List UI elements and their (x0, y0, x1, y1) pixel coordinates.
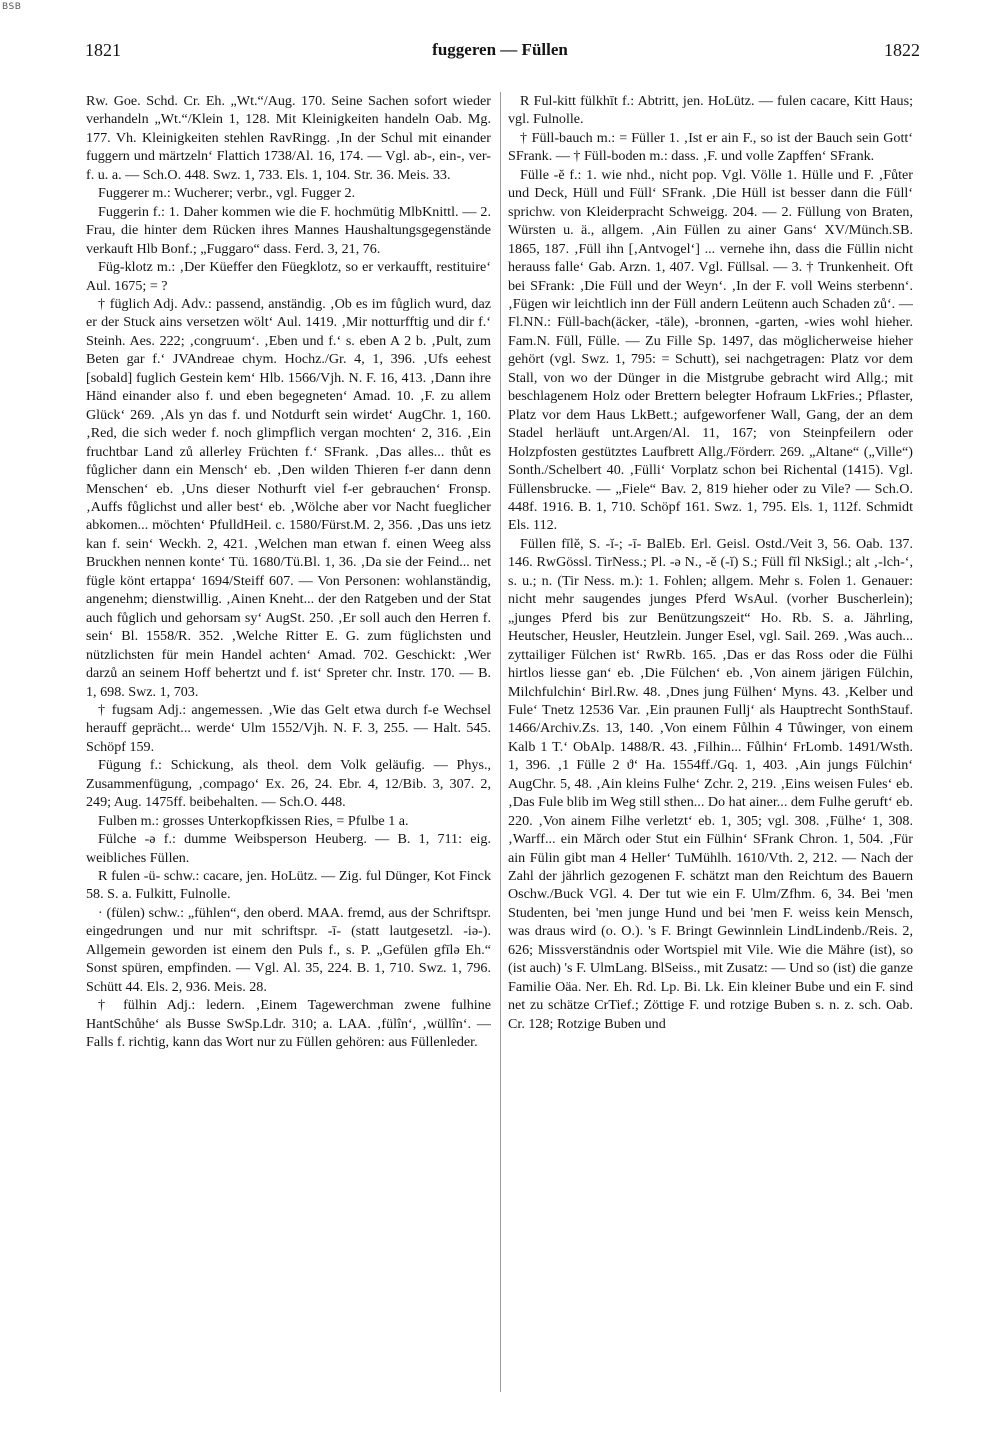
entry-fuelle: Fülle -ĕ f.: 1. wie nhd., nicht pop. Vgl. Völle 1. Hülle und F. ‚Fůter und Deck, Hüll und Füll‘ SFrank. ‚Die Hüll ist besser dann die Füll‘ sprichw. von Kleiderpracht Schweigg. 204. — 2. Füllung von Braten, Würsten u. ä., allgem. ‚Ain Füllen zu ainer Gans‘ XV/Münch.SB. 1865, 187. ‚Füll ihn [‚Antvogel‘] ... vernehe ihn, dass die Füllin nicht herauss falle‘ Gab. Arzn. 1, 407. Vgl. Füllsal. — 3. † Trunkenheit. Oft bei SFrank: ‚Die Füll und der Weyn‘. ‚In der F. voll Weins sterbenn‘. ‚Fügen wir leichtlich inn der Füll andern Leütenn auch Schaden zů‘. — Fl.NN.: Füll-bach(äcker, -täle), -bronnen, -garten, -wies wohl hieher. Fam.N. Füll, Fülle. — Zu Fille Sp. 1497, das möglicherweise hieher gehört (vgl. Swz. 1, 795: = Schutt), sei nachgetragen: Platz vor dem Stall, von wo der Dünger in die Mistgrube gebracht wird Allg.; mit beschlagenem Holz oder Brettern belegter Hofraum LkFries.; Pflaster, Platz vor dem Haus LkBett.; aufgeworfener Wall, Gang, der an dem Stadel herläuft unt.Argen/Al. 11, 167; von Steinpfeilern oder Holzpfosten gestütztes Laufbrett Allg./Förderr. 269. „Altane“ („Ville“) Sonth./Schelbert 40. ‚Fülli‘ Vorplatz schon bei Richental (1415). Vgl. Füllensbrucke. — „Fiele“ Bav. 2, 819 hieher oder zu Vile? — Sch.O. 448f. 1916. B. 1, 710. Schöpf 161. Swz. 1, 795. Els. 1, 112f. Schmidt Els. 112. (508, 166, 913, 534)
entry-fuggerer: Fuggerer m.: Wucherer; verbr., vgl. Fugger 2. (98, 185, 356, 202)
page-number-right: 1822 (884, 40, 920, 60)
entry-fulen: R fulen -ü- schw.: cacare, jen. HoLütz. — Zig. ful Dünger, Kot Finck 58. S. a. Fulkitt, Fulnolle. (86, 868, 491, 903)
entry-fulben: Fulben m.: grosses Unterkopfkissen Ries, = Pfulbe 1 a. (98, 812, 409, 829)
entry-fuelche: Fülche -ə f.: dumme Weibsperson Heuberg. — B. 1, 711: eig. weibliches Füllen. (86, 831, 491, 866)
entry-fuellen: Füllen fīlĕ, S. -ĭ-; -ī- BalEb. Erl. Geisl. Ostd./Veit 3, 56. Oab. 137. 146. RwGössl. TirNess.; Pl. -ə N., -ĕ (-ĭ) S.; Füll fīl NkSigl.; alt ‚-lch-‘, s. u.; n. (Tir Ness. m.): 1. Fohlen; allgem. Mehr s. Folen 1. Genauer: nicht mehr saugendes junges Pferd WsAul. (vorher Buscherlein); „junges Pferd bis zur Benützungszeit“ Ho. Rb. S. a. Jährling, Heutscher, Heusler, Heutzlein. Junger Esel, vgl. Sail. 269. ‚Was auch... zyttailiger Fülchen ist‘ RwRb. 165. ‚Das er das Ross oder die Fülhi hirtlos liesse gan‘ eb. ‚Die Fülchen‘ eb. ‚Von ainem järigen Fülchin, Milchfulchin‘ Birl.Rw. 48. ‚Dnes jung Fülhen‘ Myns. 43. ‚Kelber und Fule‘ Tnetz 12536 Var. ‚Ein praunen Fullj‘ als Hauptrecht SonthStauf. 1466/Archiv.Zs. 13, 140. ‚Von einem Fůlhin 4 Tůwinger, von einem Kalb 1 T.‘ ObAlp. 1488/R. 43. ‚Filhin... Fůlhin‘ FrLomb. 1491/Wsth. 1, 396. ‚1 Fülle 2 ϑ‘ Ha. 1554ff./Gq. 1, 403. ‚Ain jungs Fülchin‘ AugChr. 5, 48. ‚Ain kleins Fulhe‘ Zchr. 2, 219. ‚Eins weisen Fules‘ eb. ‚Das Fule blib im Weg still sthen... Do hat ainer... dem Fulhe geruft‘ eb. 220. ‚Von ainem Filhe verletzt‘ eb. 1, 305; vgl. 308. ‚Fülhe‘ 1, 308. ‚Warff... ein Mărch oder Stut ein Fülhin‘ SFrank Chron. 1, 504. ‚Für ain Fülin gibt man 4 Heller‘ TuMühlh. 1610/Vth. 2, 212. — Nach der Zahl der jährlich gezogenen F. schätzt man den Reichtum des Bauern Oschw./Buck VGl. 4. Der tut wie ein F. Ulm/Zfhm. 6, 34. Bei 'men Studenten, bei 'men junge Hund und bei 'men F. weiss kein Mensch, was draus wird (o. O.). 's F. Bringt Gewinnlein LindLindenb./Reis. 2, 626; Missverständnis oder Wortspiel mit Vile. Wie die Mähre (ist), so (ist auch) 's F. UlmLang. BlSeiss., mit Zusatz: — Und so (ist) die ganze Familie Oäa. Ner. Eh. Rd. Lp. Bi. Lk. Ein kleiner Bube und ein F. sind net zu schätze CrTief.; Zöttige F. und rotzige Buben s. n. z. sch. Oab. Cr. 128; Rotzige Buben und (508, 535, 913, 1032)
left-column (86, 92, 491, 1402)
entry-fuegung: Fügung f.: Schickung, als theol. dem Volk geläufig. — Phys., Zusammenfügung, ‚compago‘ Ex. 26, 24. Ebr. 4, 12/Bib. 3, 307. 2, 249; Aug. 1475ff. beibehalten. — Sch.O. 448. (86, 757, 491, 811)
entry-fuell-bauch: † Füll-bauch m.: = Füller 1. ‚Ist er ain F., so ist der Bauch sein Gott‘ SFrank. — † Füll-boden m.: dass. ‚F. und volle Zapffen‘ SFrank. (508, 129, 913, 165)
entry-fueglich: † füglich Adj. Adv.: passend, anständig. ‚Ob es im fůglich wurd, daz er der Stuck ains versetzen wölt‘ Aul. 1419. ‚Mir notturfftig und dir f.‘ Steinh. Aes. 222; ‚congruum‘. ‚Eben und f.‘ s. eben A 2 b. ‚Pult, zum Beten gar f.‘ JVAndreae chym. Hochz./Gr. 4, 1, 396. ‚Ufs eehest [sobald] fuglich Gestein kem‘ Hlb. 1566/Vjh. N. F. 16, 413. ‚Dann ihre Händ einander also f. und eben begegneten‘ Amad. 10. ‚F. zu allem Glück‘ 269. ‚Als yn das f. und Notdurft sein wirdet‘ AugChr. 1, 160. ‚Red, die sich weder f. noch glimpflich vergan mochten‘ 2, 316. ‚Ein fruchtbar Land zů allerley Früchten f.‘ SFrank. ‚Das alles... thůt es fůglicher dann ein Mensch‘ eb. ‚Den wilden Thieren f-er dann denn Menschen‘ eb. ‚Uns dieser Nothurft viel f-er gebrauchen‘ Fronsp. ‚Auffs fůglichst und aller best‘ eb. ‚Wölche aber vor Nacht fueglicher abkomen... möchten‘ PfulldHeil. c. 1580/Fürst.M. 2, 356. ‚Das uns ietz kan f. sein‘ Weckh. 2, 421. ‚Welchen man etwan f. einen Weeg alss Bruckhen nennen konte‘ Tü. 1680/Tü.Bl. 1, 36. ‚Da sie der Feind... net fügle könt ertappa‘ 1694/Steiff 607. — Von Personen: wohlanständig, angenehm; dienstwillig. ‚Ainen Kneht... der den Ratgeben und der Stat auch fůglich und gehorsam sy‘ AugSt. 250. ‚Er soll auch den Herren f. sein‘ Bl. 1558/R. 352. ‚Welche Ritter E. G. zum füglichsten und nützlichsten für mein Handel achten‘ Amad. 702. Geschickt: ‚Wer darzů an seinem Hoff behertzt und f. ist‘ Spreter chr. Instr. 170. — B. 1, 698. Swz. 1, 703. (86, 295, 491, 700)
entry-fugsam: † fugsam Adj.: angemessen. ‚Wie das Gelt etwa durch f-e Wechsel herauff geprächt... werde‘ Ulm 1552/Vjh. N. F. 3, 255. — Halt. 545. Schöpf 159. (86, 701, 491, 755)
library-stamp: BSB (2, 2, 22, 12)
entry-fueg-klotz: Füg-klotz m.: ‚Der Küeffer den Füegklotz, so er verkaufft, restituire‘ Aul. 1675; = ? (86, 259, 491, 294)
entry-fuelhin: † fülhin Adj.: ledern. ‚Einem Tagewerchman zwene fulhine HantSchůhe‘ als Busse SwSp.Ldr. 310; a. LAA. ‚fülîn‘, ‚wüllîn‘. — Falls f. richtig, kann das Wort nur zu Füllen gehören: aus Füllenleder. (86, 997, 491, 1051)
running-header (0, 40, 1000, 68)
right-column (508, 92, 913, 1402)
column-divider (500, 92, 501, 1392)
entry-fuggerin: Fuggerin f.: 1. Daher kommen wie die F. hochmütig MlbKnittl. — 2. Frau, die hinter dem Rücken ihres Mannes Haushaltungsgegenstände verkauft Hlb Bonf.; „Fuggaro“ dass. Ferd. 3, 21, 76. (86, 203, 491, 257)
entry-fuelen: · (fülen) schw.: „fühlen“, den oberd. MAA. fremd, aus der Schriftspr. eingedrungen und nur mit schriftspr. -ī- (statt lautgesetzl. -iə-). Allgemein geworden ist einem den Puls f., s. P. „Gefülen gfīlə Eh.“ Sonst spüren, empfinden. — Vgl. Al. 35, 224. B. 1, 710. Swz. 1, 796. Schütt 44. Els. 2, 936. Meis. 28. (86, 904, 491, 995)
running-title: fuggeren — Füllen (432, 40, 568, 59)
entry-continuation: Rw. Goe. Schd. Cr. Eh. „Wt.“/Aug. 170. Seine Sachen sofort wieder verhandeln „Wt.“/Klein 1, 128. Mit Kleinigkeiten handeln Oab. Mg. 177. Vh. Kleinigkeiten stehlen RavRingg. ‚In der Schul mit einander fuggern und märtzeln‘ Flattich 1738/Al. 16, 174. — Vgl. ab-, ein-, ver-f. u. a. — Sch.O. 448. Swz. 1, 733. Els. 1, 104. Str. 36. Meis. 33. (86, 93, 491, 183)
page-number-left: 1821 (85, 40, 121, 60)
entry-ful-kitt: R Ful-kitt fülkhīt f.: Abtritt, jen. HoLütz. — fulen cacare, Kitt Haus; vgl. Fulnolle. (508, 93, 913, 128)
